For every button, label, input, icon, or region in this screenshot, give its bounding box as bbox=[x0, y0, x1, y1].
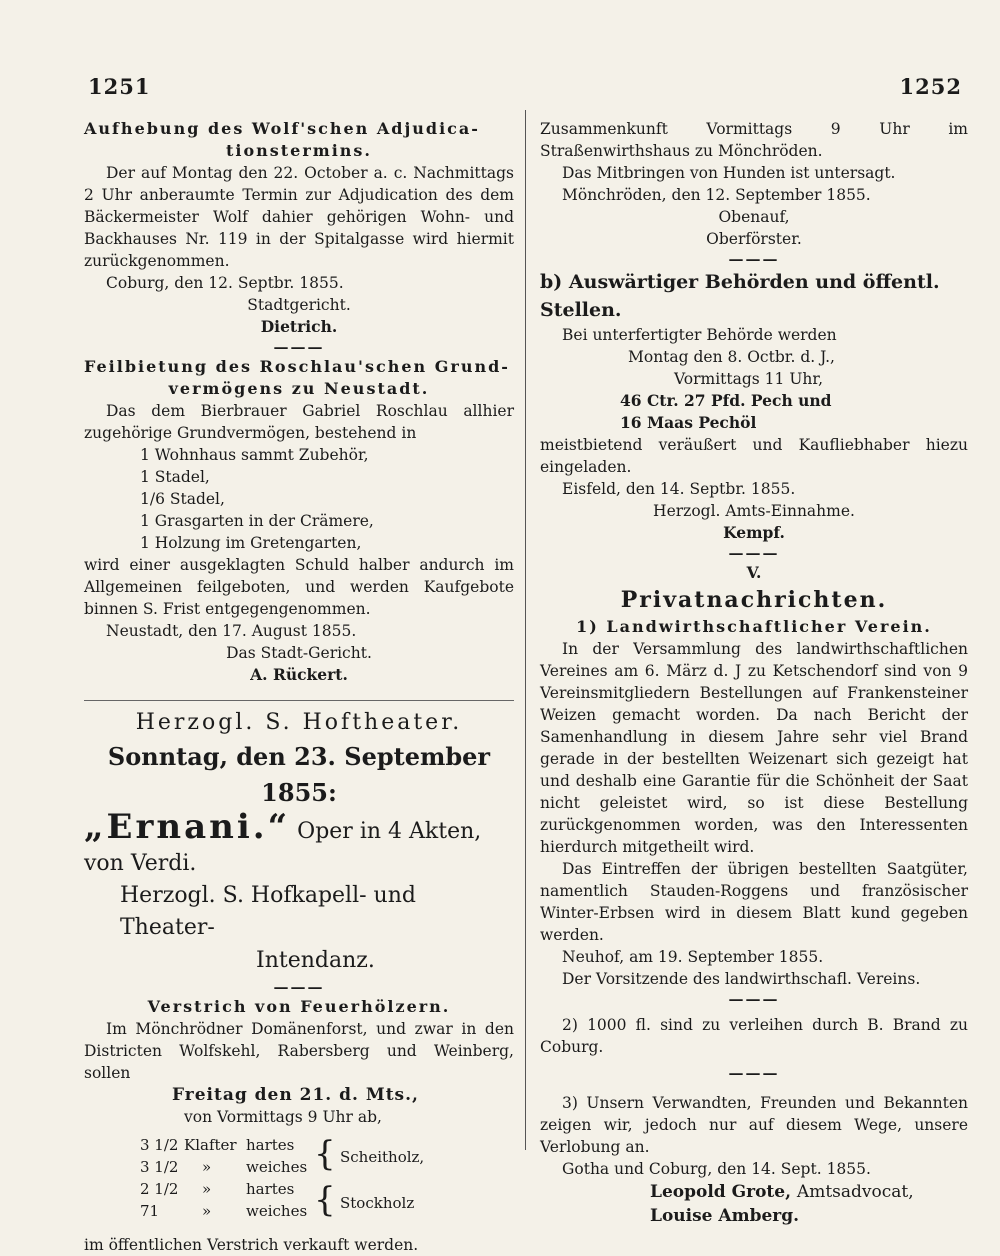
notice-title: Verstrich von Feuerhölzern. bbox=[147, 997, 451, 1016]
notice-body: Bei unterfertigter Behörde werden bbox=[562, 326, 837, 344]
auction-item: 16 Maas Pechöl bbox=[620, 413, 757, 432]
notice-title: Aufhebung des Wolf'schen Adjudica- bbox=[84, 119, 480, 138]
theater-management: Herzogl. S. Hofkapell- und Theater- bbox=[120, 883, 416, 940]
notice-authority: Das Stadt-Gericht. bbox=[226, 644, 372, 662]
wood-quantity: 3 1/2 bbox=[140, 1136, 179, 1154]
notice-body: Der auf Montag den 22. October a. c. Nachmittags 2 Uhr anberaumte Termin zur Adjudication des dem Bäckermeister Wolf dahier gehörigen Wohn- und Backhauses Nr. 119 in der Spitalgasse wird hiermit zurückgenommen. bbox=[84, 164, 514, 270]
theater-name: Herzogl. S. Hoftheater. bbox=[135, 710, 463, 735]
right-column bbox=[540, 118, 968, 1228]
brace-icon: { bbox=[314, 1134, 336, 1174]
engagement-signature bbox=[540, 1180, 968, 1204]
auction-item: 46 Ctr. 27 Pfd. Pech und bbox=[620, 391, 832, 410]
separator: ——— bbox=[273, 338, 325, 356]
notice-body: 3) Unsern Verwandten, Freunden und Bekannten zeigen wir, jedoch nur auf diesem Wege, unsere Verlobung an. bbox=[540, 1094, 968, 1156]
wood-type: Stockholz bbox=[340, 1194, 415, 1212]
wood-kind: hartes bbox=[246, 1180, 295, 1198]
wood-kind: weiches bbox=[246, 1158, 308, 1176]
notice-place-date: Neustadt, den 17. August 1855. bbox=[106, 622, 357, 640]
notice-body: Das Mitbringen von Hunden ist untersagt. bbox=[562, 164, 896, 182]
separator: ——— bbox=[728, 1064, 780, 1082]
notice-body: Zusammenkunft Vormittags 9 Uhr im Straßenwirthshaus zu Mönchröden. bbox=[540, 120, 968, 160]
wood-quantity: 71 bbox=[140, 1202, 160, 1220]
notice-authority: Herzogl. Amts-Einnahme. bbox=[653, 502, 855, 520]
theater-management-cont: Intendanz. bbox=[256, 948, 375, 973]
notice-title-cont: tionstermins. bbox=[226, 141, 372, 160]
notice-place-date: Gotha und Coburg, den 14. Sept. 1855. bbox=[562, 1160, 871, 1178]
separator: ——— bbox=[728, 544, 780, 562]
theater-date: Sonntag, den 23. September 1855: bbox=[107, 742, 491, 807]
ditto-mark: » bbox=[202, 1158, 212, 1176]
notice-authority: Stadtgericht. bbox=[247, 296, 351, 314]
notice-body: im öffentlichen Verstrich verkauft werden. bbox=[84, 1236, 419, 1254]
separator: ——— bbox=[273, 978, 325, 996]
list-item: 1 Wohnhaus sammt Zubehör, bbox=[140, 446, 369, 464]
auction-time: von Vormittags 9 Uhr ab, bbox=[184, 1108, 382, 1126]
opera-composer: von Verdi. bbox=[84, 851, 197, 876]
auction-time: Vormittags 11 Uhr, bbox=[674, 370, 823, 388]
wood-quantity: 3 1/2 bbox=[140, 1158, 179, 1176]
separator: ——— bbox=[728, 990, 780, 1008]
notice-body: 2) 1000 fl. sind zu verleihen durch B. Brand zu Coburg. bbox=[540, 1016, 968, 1056]
signature-name: Louise Amberg. bbox=[650, 1206, 800, 1226]
ditto-mark: » bbox=[202, 1202, 212, 1220]
wood-type: Scheitholz, bbox=[340, 1148, 425, 1166]
page-number-left: 1251 bbox=[88, 74, 151, 99]
signature-name: Leopold Grote, bbox=[650, 1182, 791, 1202]
notice-body: wird einer ausgeklagten Schuld halber andurch im Allgemeinen feilgeboten, und werden Kaufgebote binnen S. Frist entgegengenommen. bbox=[84, 556, 514, 618]
opera-line bbox=[84, 807, 514, 848]
signature-title: Amtsadvocat, bbox=[796, 1182, 914, 1202]
separator: ——— bbox=[728, 250, 780, 268]
notice-body: meistbietend veräußert und Kaufliebhaber hiezu eingeladen. bbox=[540, 436, 968, 476]
notice-signature: Der Vorsitzende des landwirthschafl. Vereins. bbox=[562, 970, 921, 988]
notice-body: In der Versammlung des landwirthschaftlichen Vereines am 6. März d. J zu Ketschendorf sind von 9 Vereinsmitgliedern Bestellungen auf Frankensteiner Weizen gemacht worden. Da nach Bericht der Samenhandlung in diesem Jahre sehr viel Brand gerade in der bestellten Weizenart sich gezeigt hat und deshalb eine Garantie für die Schönheit der Saat nicht geleistet wird, so ist diese Bestellung zurückgenommen worden, was den Interessenten hierdurch mitgetheilt wird. bbox=[540, 640, 968, 856]
opera-title: „Ernani.“ bbox=[84, 807, 291, 847]
section-heading: b) Auswärtiger Behörden und öffentl. Stellen. bbox=[540, 271, 940, 321]
auction-date: Montag den 8. Octbr. d. J., bbox=[628, 348, 835, 366]
wood-kind: hartes bbox=[246, 1136, 295, 1154]
list-item: 1 Stadel, bbox=[140, 468, 210, 486]
list-item: 1/6 Stadel, bbox=[140, 490, 225, 508]
notice-title: 1) Landwirthschaftlicher Verein. bbox=[576, 617, 932, 636]
ditto-mark: » bbox=[202, 1180, 212, 1198]
auction-date: Freitag den 21. d. Mts., bbox=[172, 1085, 419, 1105]
column-divider bbox=[525, 110, 526, 1150]
list-item: 1 Grasgarten in der Crämere, bbox=[140, 512, 374, 530]
notice-title: Feilbietung des Roschlau'schen Grund- bbox=[84, 357, 510, 376]
section-number: V. bbox=[746, 563, 762, 582]
wood-unit: Klafter bbox=[184, 1136, 237, 1154]
notice-title-cont: vermögens zu Neustadt. bbox=[168, 379, 430, 398]
notice-body: Das Eintreffen der übrigen bestellten Saatgüter, namentlich Stauden-Roggens und französischer Winter-Erbsen wird in diesem Blatt kund gegeben werden. bbox=[540, 860, 968, 944]
notice-place-date: Neuhof, am 19. September 1855. bbox=[562, 948, 824, 966]
notice-body: Im Mönchrödner Domänenforst, und zwar in den Districten Wolfskehl, Rabersberg und Weinberg, sollen bbox=[84, 1020, 514, 1082]
list-item: 1 Holzung im Gretengarten, bbox=[140, 534, 362, 552]
section-title: Privatnachrichten. bbox=[620, 587, 888, 613]
notice-body: Das dem Bierbrauer Gabriel Roschlau allhier zugehörige Grundvermögen, bestehend in bbox=[84, 402, 514, 442]
wood-quantity: 2 1/2 bbox=[140, 1180, 179, 1198]
notice-signature: Obenauf, bbox=[718, 208, 790, 226]
notice-signature-title: Oberförster. bbox=[706, 230, 802, 248]
opera-acts: Oper in 4 Akten, bbox=[297, 819, 482, 844]
page-number-right: 1252 bbox=[899, 74, 962, 99]
notice-place-date: Mönchröden, den 12. September 1855. bbox=[562, 186, 871, 204]
brace-icon: { bbox=[314, 1180, 336, 1220]
wood-table bbox=[84, 1134, 514, 1226]
notice-place-date: Coburg, den 12. Septbr. 1855. bbox=[106, 274, 344, 292]
notice-signature: A. Rückert. bbox=[250, 665, 348, 684]
notice-signature: Kempf. bbox=[723, 523, 785, 542]
wood-kind: weiches bbox=[246, 1202, 308, 1220]
notice-place-date: Eisfeld, den 14. Septbr. 1855. bbox=[562, 480, 796, 498]
theater-announcement bbox=[84, 700, 514, 978]
notice-signature: Dietrich. bbox=[260, 317, 338, 336]
left-column bbox=[84, 118, 514, 1256]
